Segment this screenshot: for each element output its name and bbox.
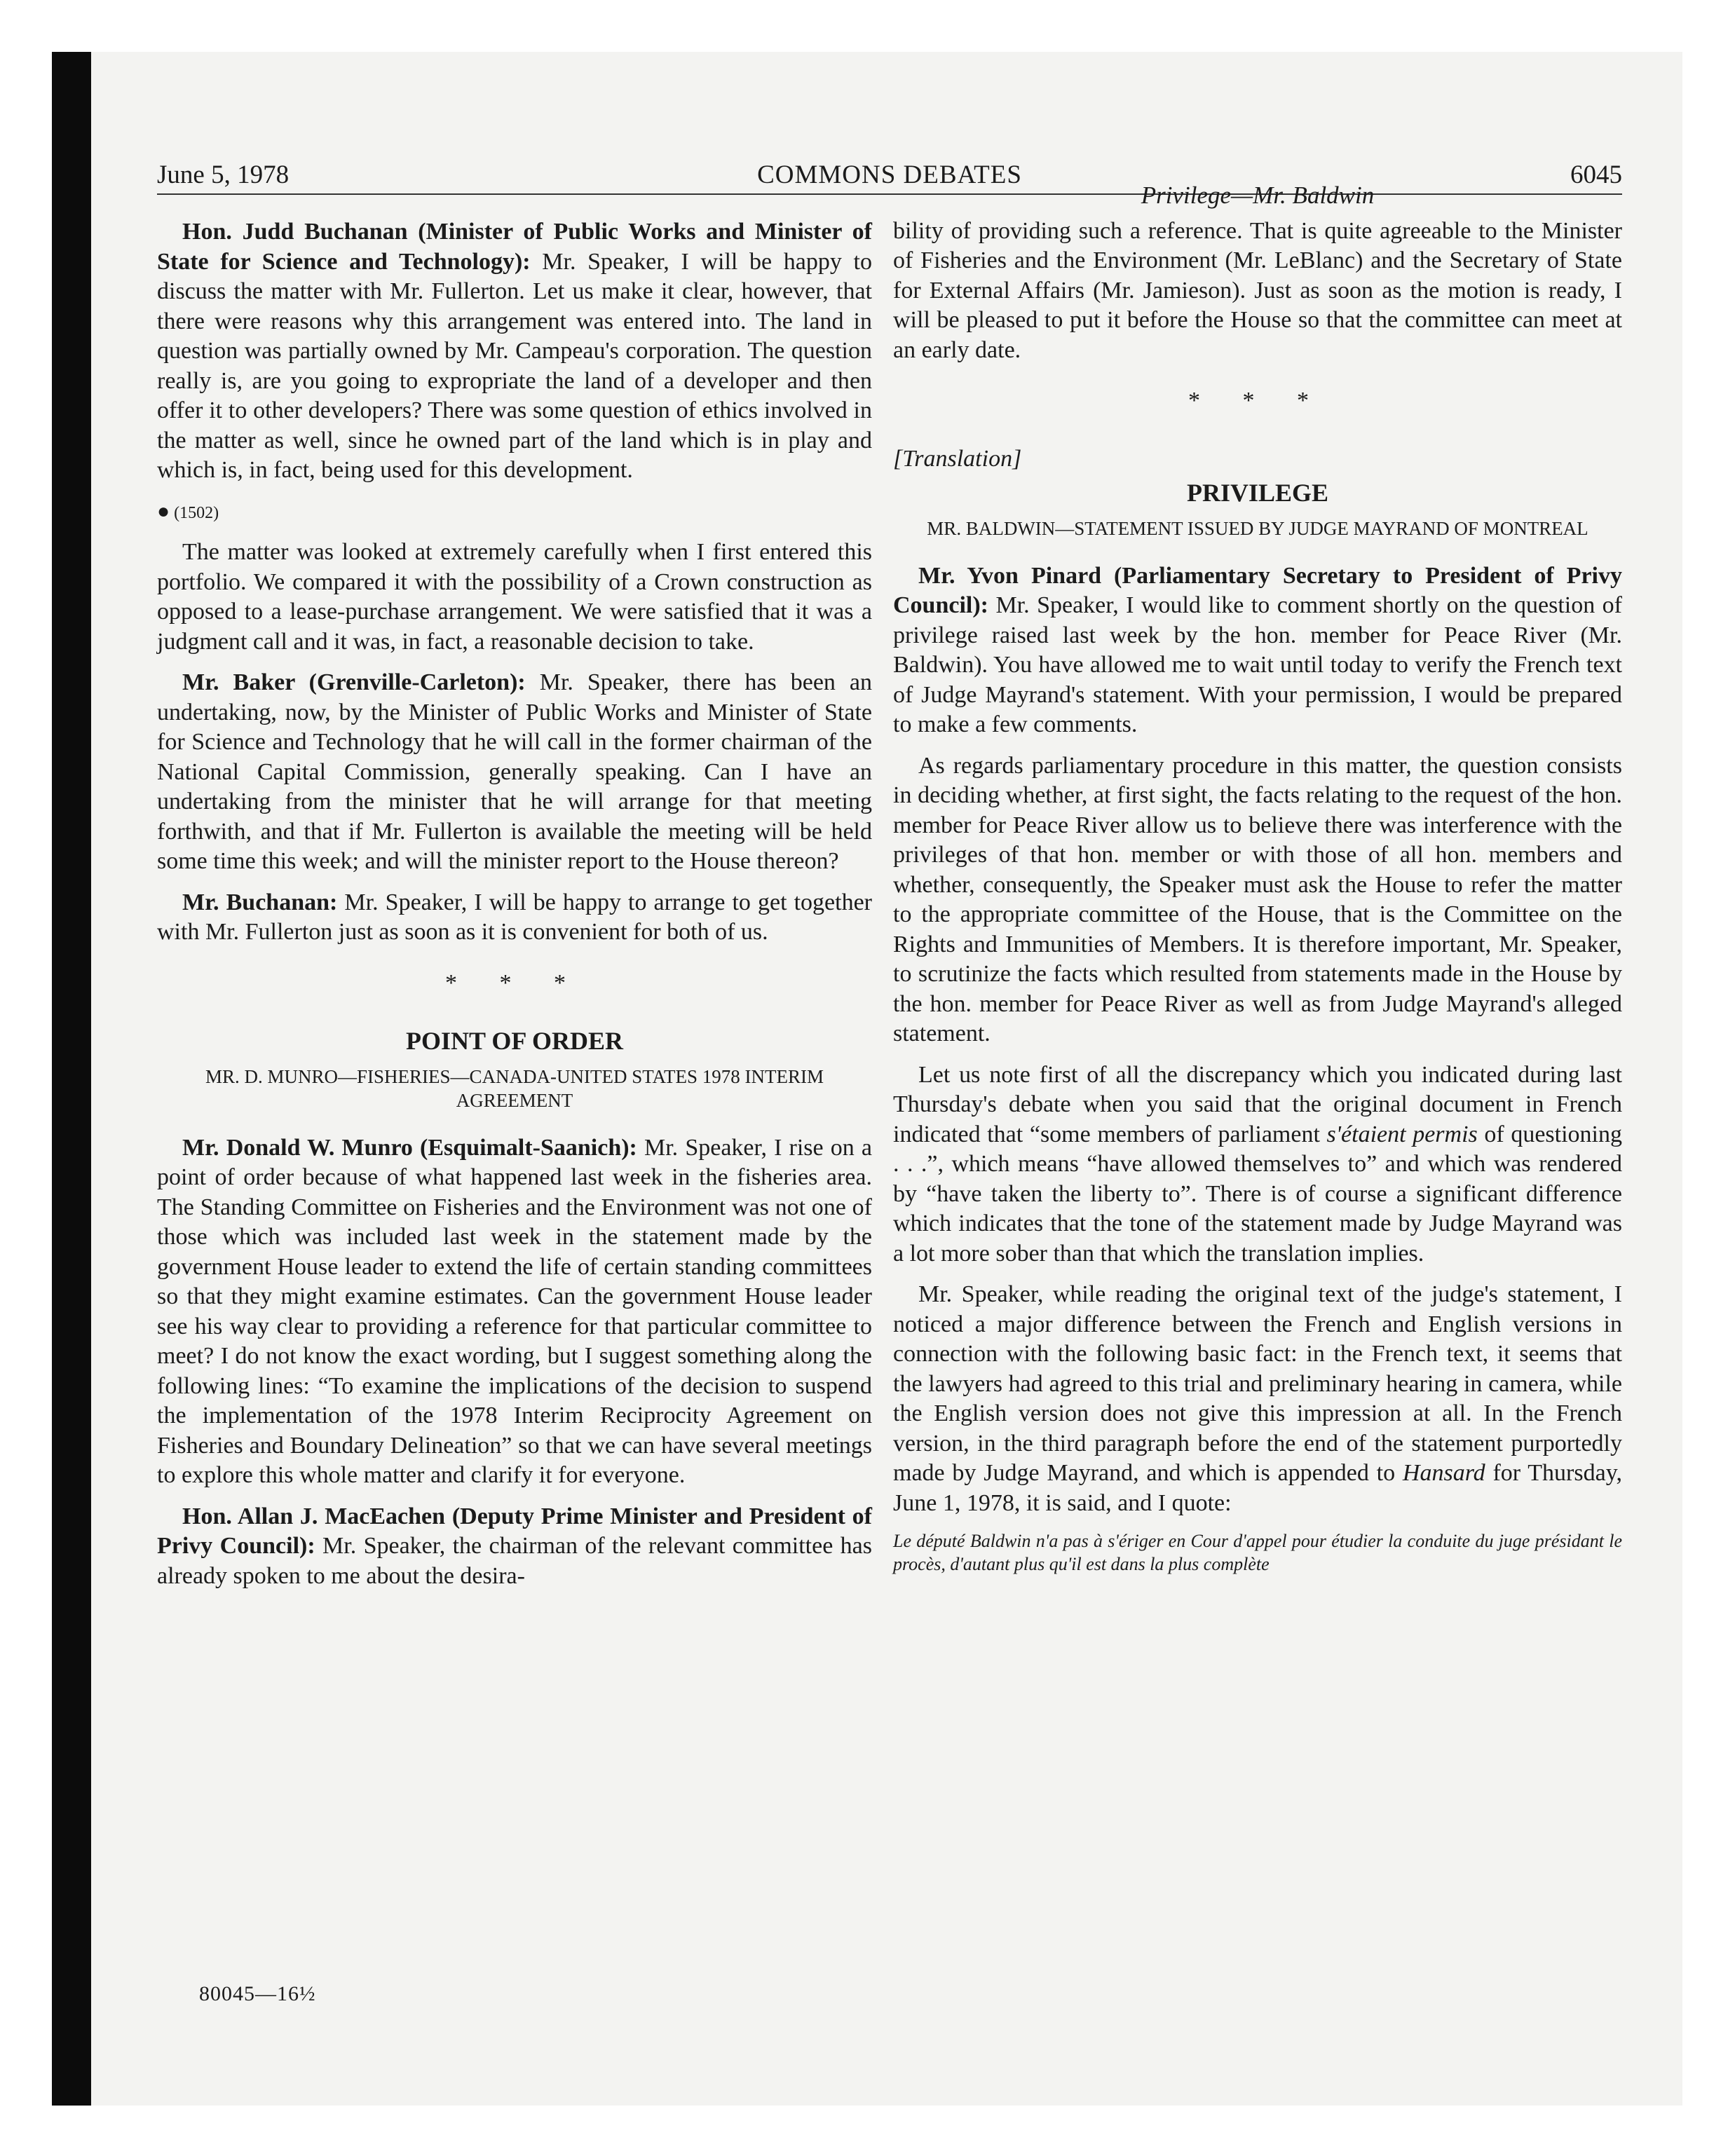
header-date: June 5, 1978 bbox=[157, 161, 290, 189]
french-phrase: s'étaient permis bbox=[1326, 1121, 1478, 1147]
paragraph-text: Mr. Speaker, I rise on a point of order because of what happened last week in the fisheries area. The Standing Committee on Fisheries and the Environment was not one of those which was included last week in the statement made by the government House leader to extend the life of certain standing committees so that they might examine estimates. Can the government House leader see his way clear to providing a reference for that particular committee to meet? I do not know the exact wording, but I suggest something along the following lines: “To examine the implications of the decision to suspend the implementation of the 1978 Interim Reciprocity Agreement on Fisheries and Boundary Delineation” so that we can have several meetings to explore this whole matter and clarify it for everyone. bbox=[157, 1134, 872, 1488]
paragraph-french-version bbox=[893, 1280, 1622, 1518]
time-marker-label: (1502) bbox=[174, 503, 219, 522]
paragraph-buchanan bbox=[157, 217, 872, 486]
running-head: Privilege—Mr. Baldwin bbox=[1141, 182, 1375, 209]
paragraph-text: Mr. Speaker, I would like to comment shortly on the question of privilege raised last week by the hon. member for Peace River (Mr. Baldwin). You have allowed me to wait until today to verify the French text of Judge Mayrand's statement. With your permission, I would be prepared to make a few comments. bbox=[893, 592, 1622, 737]
paragraph-text: Mr. Speaker, I will be happy to arrange to get together with Mr. Fullerton just as soon as it is convenient for both of us. bbox=[157, 889, 872, 945]
paragraph-text: Let us note first of all the discrepancy which you indicated during last Thursday's debate when you said that the original document in French indicated that “some members of parliament bbox=[893, 1061, 1622, 1147]
speaker-name: Mr. Baker (Grenville-Carleton): bbox=[182, 669, 526, 695]
speaker-name: Hon. Judd Buchanan (Minister of Public Works and Minister of State for Science and Technology): bbox=[157, 219, 872, 275]
section-title-privilege: PRIVILEGE bbox=[1186, 479, 1329, 507]
paragraph-continuation: bility of providing such a reference. That is quite agreeable to the Minister of Fisheries and the Environment (Mr. LeBlanc) and the Secretary of State for External Affairs (Mr. Jamieson). Just as soon as the motion is ready, I will be pleased to put it before the House so that the committee can meet at an early date. bbox=[893, 217, 1622, 363]
paragraph-portfolio: The matter was looked at extremely carefully when I first entered this portfolio. We compared it with the possibility of a Crown construction as opposed to a lease-purchase arrangement. We were satisfied that it was a judgment call and it was, in fact, a reasonable decision to take. bbox=[157, 539, 872, 655]
paragraph-text: Mr. Speaker, while reading the original text of the judge's statement, I noticed a major difference between the French and English versions in connection with the following basic fact: in the French text, it seems that the lawyers had agreed to this trial and preliminary hearing in camera, while the English version does not give this impression at all. In the French version, in the third paragraph before the end of the statement purportedly made by Judge Mayrand, and which is appended to bbox=[893, 1281, 1622, 1486]
header-page-number: 6045 bbox=[1570, 161, 1622, 189]
hansard-reference: Hansard bbox=[1402, 1460, 1485, 1486]
left-column bbox=[157, 217, 872, 1602]
paragraph-munro bbox=[157, 1133, 872, 1491]
paragraph-text: Mr. Speaker, I will be happy to discuss the matter with Mr. Fullerton. Let us make it clear, however, that there were reasons why this arrangement was entered into. The land in question was partially owned by Mr. Campeau's corporation. The question really is, are you going to expropriate the land of a developer and then offer it to other developers? There was some question of ethics involved in the matter as well, since he owned part of the land which is in play and which is, in fact, being used for this development. bbox=[157, 248, 872, 483]
paragraph-procedure: As regards parliamentary procedure in this matter, the question consists in deciding whether, at first sight, the facts relating to the request of the hon. member for Peace River allow us to believe there was interference with the privileges of that hon. member or with those of all hon. members and whether, consequently, the Speaker must ask the House to refer the matter to the appropriate committee of the House, that is the Committee on the Rights and Immunities of Members. It is therefore important, Mr. Speaker, to scrutinize the facts which resulted from statements made in the House by the hon. member for Peace River as well as from Judge Mayrand's alleged statement. bbox=[893, 752, 1622, 1046]
paragraph-baker bbox=[157, 668, 872, 877]
paragraph-text: for Thursday, June 1, 1978, it is said, and I quote: bbox=[893, 1460, 1622, 1516]
section-subtitle-munro: MR. D. MUNRO—FISHERIES—CANADA-UNITED STATES 1978 INTERIM AGREEMENT bbox=[205, 1065, 824, 1111]
speaker-name: Mr. Yvon Pinard (Parliamentary Secretary to President of Privy Council): bbox=[893, 562, 1622, 618]
bullet-icon: ● bbox=[157, 499, 170, 523]
section-separator: * * * bbox=[445, 969, 584, 996]
footer-code: 80045—16½ bbox=[199, 1982, 316, 2005]
speaker-name: Mr. Buchanan: bbox=[182, 889, 338, 915]
section-subtitle-baldwin: MR. BALDWIN—STATEMENT ISSUED BY JUDGE MAYRAND OF MONTREAL bbox=[927, 517, 1588, 539]
paragraph-buchanan-reply bbox=[157, 888, 872, 948]
time-marker bbox=[157, 497, 872, 528]
paragraph-discrepancy bbox=[893, 1060, 1622, 1269]
speaker-name: Mr. Donald W. Munro (Esquimalt-Saanich): bbox=[182, 1134, 637, 1161]
section-separator: * * * bbox=[1188, 388, 1327, 414]
speaker-name: Hon. Allan J. MacEachen (Deputy Prime Minister and President of Privy Council): bbox=[157, 1503, 872, 1559]
paragraph-text: Mr. Speaker, the chairman of the relevant committee has already spoken to me about the desira- bbox=[157, 1533, 872, 1589]
paragraph-pinard bbox=[893, 561, 1622, 740]
french-quote: Le député Baldwin n'a pas à s'ériger en Cour d'appel pour étudier la conduite du juge présidant le procès, d'autant plus qu'il est dans la plus complète bbox=[893, 1531, 1622, 1574]
scanned-page bbox=[52, 52, 1682, 2106]
header-title: COMMONS DEBATES bbox=[757, 161, 1022, 189]
paragraph-text: of questioning . . .”, which means “have allowed themselves to” and which was rendered by “have taken the liberty to”. There is of course a significant difference which indicates that the tone of the statement made by Judge Mayrand was a lot more sober than that which the translation implies. bbox=[893, 1121, 1623, 1267]
paragraph-maceachen bbox=[157, 1502, 872, 1592]
scan-edge-bar bbox=[52, 52, 91, 2106]
paragraph-text: Mr. Speaker, there has been an undertaking, now, by the Minister of Public Works and Minister of State for Science and Technology that he will call in the former chairman of the National Capital Commission, generally speaking. Can I have an undertaking from the minister that he will arrange for that meeting forthwith, and that if Mr. Fullerton is available the meeting will be held some time this week; and will the minister report to the House thereon? bbox=[157, 669, 872, 874]
right-column bbox=[893, 182, 1623, 1587]
section-title-point-of-order: POINT OF ORDER bbox=[405, 1027, 624, 1055]
translation-note: [Translation] bbox=[893, 445, 1022, 472]
